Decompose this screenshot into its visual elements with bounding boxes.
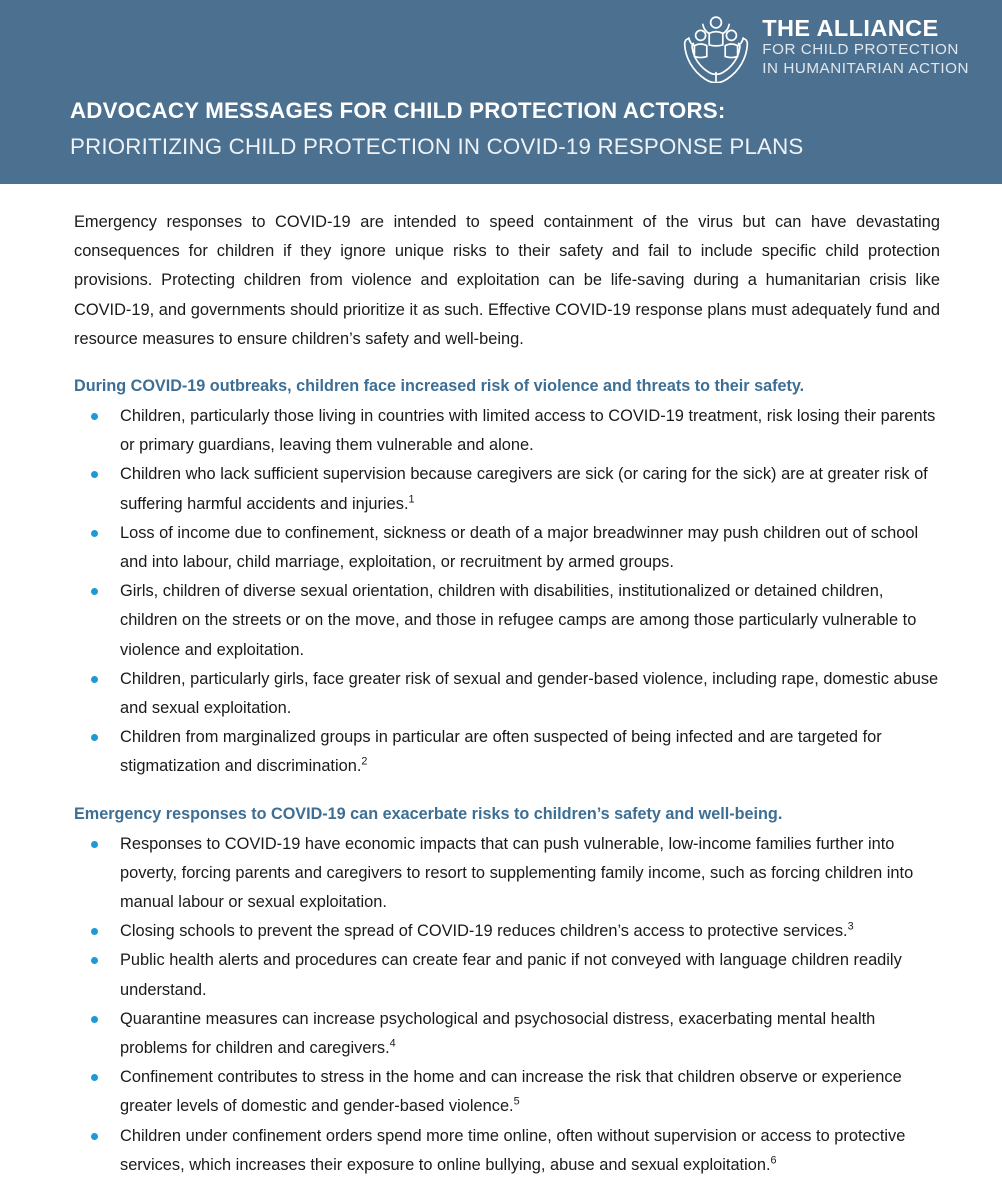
bullet-dot-icon xyxy=(91,1016,98,1023)
bullet-item xyxy=(74,723,940,781)
content-section xyxy=(74,374,940,782)
logo-title: THE ALLIANCE xyxy=(762,14,939,41)
footnote-marker: 6 xyxy=(770,1154,777,1167)
bullet-text: Confinement contributes to stress in the home and can increase the risk that children observe or experience greater levels of domestic and gender-based violence. xyxy=(120,1068,902,1116)
logo-subtitle-line-2: IN HUMANITARIAN ACTION xyxy=(762,59,969,77)
bullet-text: Girls, children of diverse sexual orientation, children with disabilities, institutionalized or detained children, children on the streets or on the move, and those in refugee camps are among those particularly vulnerable to violence and exploitation. xyxy=(120,582,917,659)
bullet-text: Quarantine measures can increase psychological and psychosocial distress, exacerbating mental health problems for children and caregivers. xyxy=(120,1009,876,1057)
bullet-item xyxy=(74,402,940,460)
footnote-marker: 2 xyxy=(361,755,368,768)
bullet-text: Children, particularly those living in countries with limited access to COVID-19 treatment, risk losing their parents or primary guardians, leaving them vulnerable and alone. xyxy=(120,406,936,455)
bullet-dot-icon xyxy=(91,841,98,848)
bullet-item xyxy=(74,1063,940,1121)
bullet-dot-icon xyxy=(91,957,98,964)
bullet-text: Children from marginalized groups in particular are often suspected of being infected and are targeted for stigmatization and discrimination. xyxy=(120,728,882,776)
footnote-marker: 5 xyxy=(513,1095,520,1108)
section-heading: Emergency responses to COVID-19 can exacerbate risks to children’s safety and well-being. xyxy=(74,804,783,823)
document-header-band xyxy=(0,0,1002,184)
bullet-text: Closing schools to prevent the spread of COVID-19 reduces children’s access to protective services. xyxy=(120,922,848,941)
bullet-item xyxy=(74,1122,940,1180)
bullet-text: Responses to COVID-19 have economic impacts that can push vulnerable, low-income families further into poverty, forcing parents and caregivers to resort to supplementing family income, such as forcing children into manual labour or sexual exploitation. xyxy=(120,834,914,911)
section-heading: During COVID-19 outbreaks, children face increased risk of violence and threats to their safety. xyxy=(74,377,805,396)
bullet-list xyxy=(74,402,940,782)
bullet-dot-icon xyxy=(91,588,98,595)
document-title xyxy=(70,96,804,163)
bullet-dot-icon xyxy=(91,1133,98,1140)
bullet-item xyxy=(74,830,940,918)
document-body xyxy=(0,208,1002,1180)
logo-subtitle-line-1: FOR CHILD PROTECTION xyxy=(762,41,959,59)
bullet-item xyxy=(74,1005,940,1063)
footnote-marker: 1 xyxy=(408,493,415,506)
bullet-text: Public health alerts and procedures can create fear and panic if not conveyed with language children readily understand. xyxy=(120,951,902,999)
bullet-item xyxy=(74,946,940,1004)
logo-text-block xyxy=(762,16,969,78)
bullet-dot-icon xyxy=(91,471,98,478)
bullet-item xyxy=(74,665,940,723)
bullet-text: Children under confinement orders spend more time online, often without supervision or access to protective services, which increases their exposure to online bullying, abuse and sexual exploitation. xyxy=(120,1126,906,1174)
bullet-item xyxy=(74,917,940,946)
sections-container xyxy=(74,374,940,1180)
organization-logo xyxy=(679,11,969,83)
bullet-text: Children, particularly girls, face greater risk of sexual and gender-based violence, including rape, domestic abuse and sexual exploitation. xyxy=(120,669,939,717)
bullet-text: Loss of income due to confinement, sickness or death of a major breadwinner may push children out of school and into labour, child marriage, exploitation, or recruitment by armed groups. xyxy=(120,523,919,571)
bullet-list xyxy=(74,830,940,1180)
bullet-item xyxy=(74,519,940,577)
document-title-line-2: PRIORITIZING CHILD PROTECTION IN COVID-19 RESPONSE PLANS xyxy=(70,134,804,160)
footnote-marker: 4 xyxy=(389,1037,396,1050)
intro-paragraph: Emergency responses to COVID-19 are intended to speed containment of the virus but can have devastating consequences for children if they ignore unique risks to their safety and fail to include specific child protection provisions. Protecting children from violence and exploitation can be life-saving during a humanitarian crisis like COVID-19, and governments should prioritize it as such. Effective COVID-19 response plans must adequately fund and resource measures to ensure children’s safety and well-being. xyxy=(74,213,940,348)
bullet-dot-icon xyxy=(91,676,98,683)
bullet-item xyxy=(74,577,940,665)
bullet-text: Children who lack sufficient supervision because caregivers are sick (or caring for the sick) are at greater risk of suffering harmful accidents and injuries. xyxy=(120,465,928,513)
bullet-dot-icon xyxy=(91,530,98,537)
bullet-dot-icon xyxy=(91,734,98,741)
footnote-marker: 3 xyxy=(847,920,854,933)
bullet-item xyxy=(74,460,940,518)
bullet-dot-icon xyxy=(91,928,98,935)
bullet-dot-icon xyxy=(91,413,98,420)
document-title-line-1: ADVOCACY MESSAGES FOR CHILD PROTECTION ACTORS: xyxy=(70,98,726,123)
hands-cradling-children-logo-icon xyxy=(679,11,753,83)
content-section xyxy=(74,802,940,1180)
bullet-dot-icon xyxy=(91,1074,98,1081)
